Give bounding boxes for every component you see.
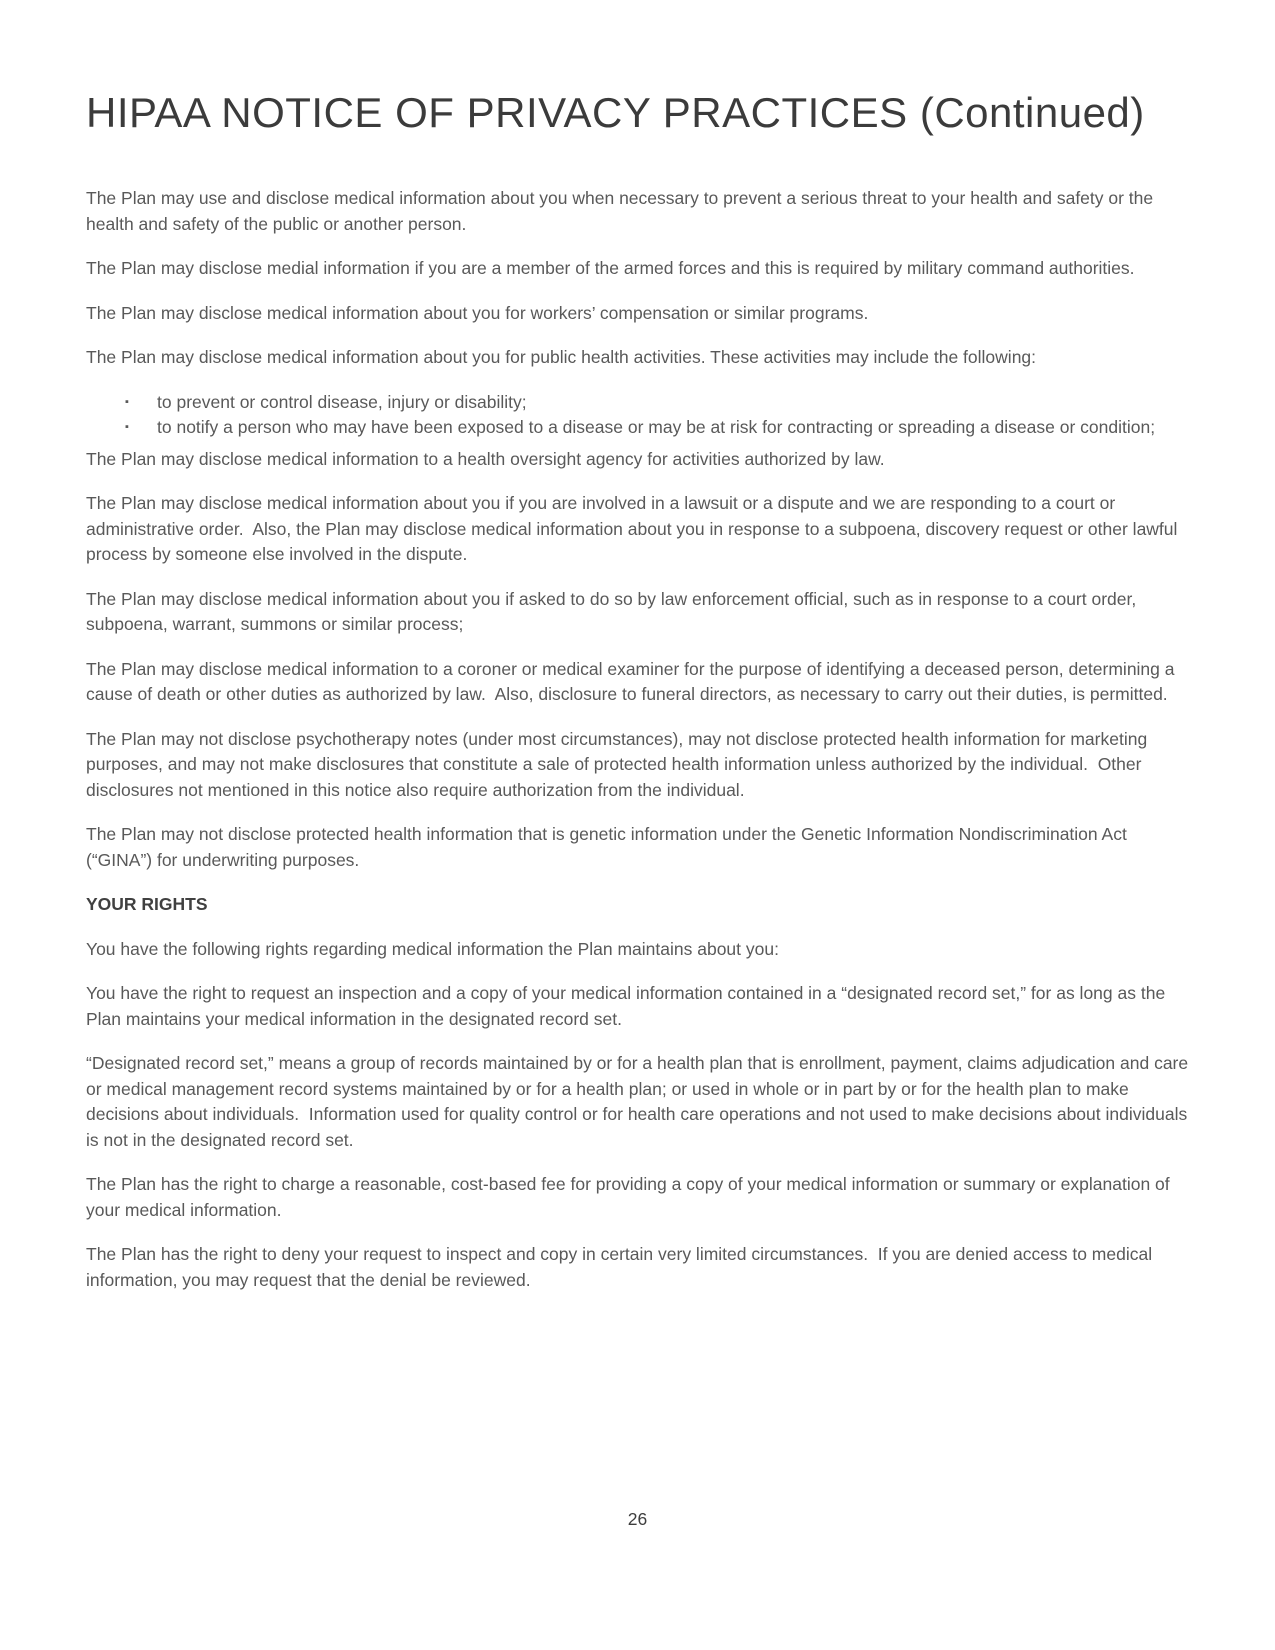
list-item	[86, 415, 1189, 441]
paragraph-cost-based-fee: The Plan has the right to charge a reasonable, cost-based fee for providing a copy of your medical information or summary or explanation of your medical information.	[86, 1174, 1175, 1220]
paragraph-coroner-examiner: The Plan may disclose medical information to a coroner or medical examiner for the purpose of identifying a deceased person, determining a cause of death or other duties as authorized by law. Also, disclosure to funeral directors, as necessary to carry out their duties, is permitted.	[86, 658, 1180, 704]
paragraph-public-health-activities: The Plan may disclose medical information about you for public health activities. These activities may include the following:	[86, 347, 1037, 367]
square-bullet-icon: ▪	[125, 395, 129, 408]
paragraph-lawsuit-dispute: The Plan may disclose medical information about you if you are involved in a lawsuit or a dispute and we are responding to a court or administrative order. Also, the Plan may disclose medical information about you in response to a subpoena, discovery request or other lawful process by someone else involved in the dispute.	[86, 493, 1183, 564]
page-title: HIPAA NOTICE OF PRIVACY PRACTICES (Continued)	[86, 89, 1145, 136]
paragraph-law-enforcement: The Plan may disclose medical information about you if asked to do so by law enforcement official, such as in response to a court order, subpoena, warrant, summons or similar process;	[86, 588, 1142, 634]
paragraph-workers-compensation: The Plan may disclose medical information about you for workers’ compensation or similar programs.	[86, 302, 869, 323]
paragraph-health-oversight: The Plan may disclose medical information to a health oversight agency for activities authorized by law.	[86, 448, 885, 469]
paragraph-deny-request: The Plan has the right to deny your request to inspect and copy in certain very limited circumstances. If you are denied access to medical information, you may request that the denial be reviewed.	[86, 1244, 1157, 1290]
paragraph-psychotherapy-notes: The Plan may not disclose psychotherapy notes (under most circumstances), may not disclose protected health information for marketing purposes, and may not make disclosures that constitute a sale of protected health information unless authorized by the individual. Other disclosures not mentioned in this notice also require authorization from the individual.	[86, 728, 1153, 800]
paragraph-armed-forces: The Plan may disclose medial information if you are a member of the armed forces and this is required by military command authorities.	[86, 258, 1135, 278]
paragraph-gina: The Plan may not disclose protected health information that is genetic information under the Genetic Information Nondiscrimination Act (“GINA”) for underwriting purposes.	[86, 824, 1132, 870]
bullet-item-text: to prevent or control disease, injury or disability;	[157, 391, 527, 412]
paragraph-rights-intro: You have the following rights regarding medical information the Plan maintains about you:	[86, 938, 779, 959]
bullet-list	[86, 390, 1189, 441]
paragraph-inspection-copy: You have the right to request an inspection and a copy of your medical information contained in a “designated record set,” for as long as the Plan maintains your medical information in the designated record set.	[86, 983, 1171, 1029]
page-number: 26	[627, 1509, 648, 1529]
square-bullet-icon: ▪	[125, 421, 129, 433]
section-heading-your-rights: YOUR RIGHTS	[86, 894, 208, 914]
paragraph-serious-threat: The Plan may use and disclose medical information about you when necessary to prevent a serious threat to your health and safety or the health and safety of the public or another person.	[86, 188, 1159, 234]
bullet-item-text: to notify a person who may have been exposed to a disease or may be at risk for contracting or spreading a disease or condition;	[157, 417, 1156, 437]
paragraph-designated-record-set: “Designated record set,” means a group of records maintained by or for a health plan that is enrollment, payment, claims adjudication and care or medical management record systems maintained by or for a health plan; or used in whole or in part by or for the health plan to make decisions about individuals. Information used for quality control or for health care operations and not used to make decisions about individuals is not in the designated record set.	[86, 1053, 1193, 1150]
list-item	[86, 390, 1189, 416]
